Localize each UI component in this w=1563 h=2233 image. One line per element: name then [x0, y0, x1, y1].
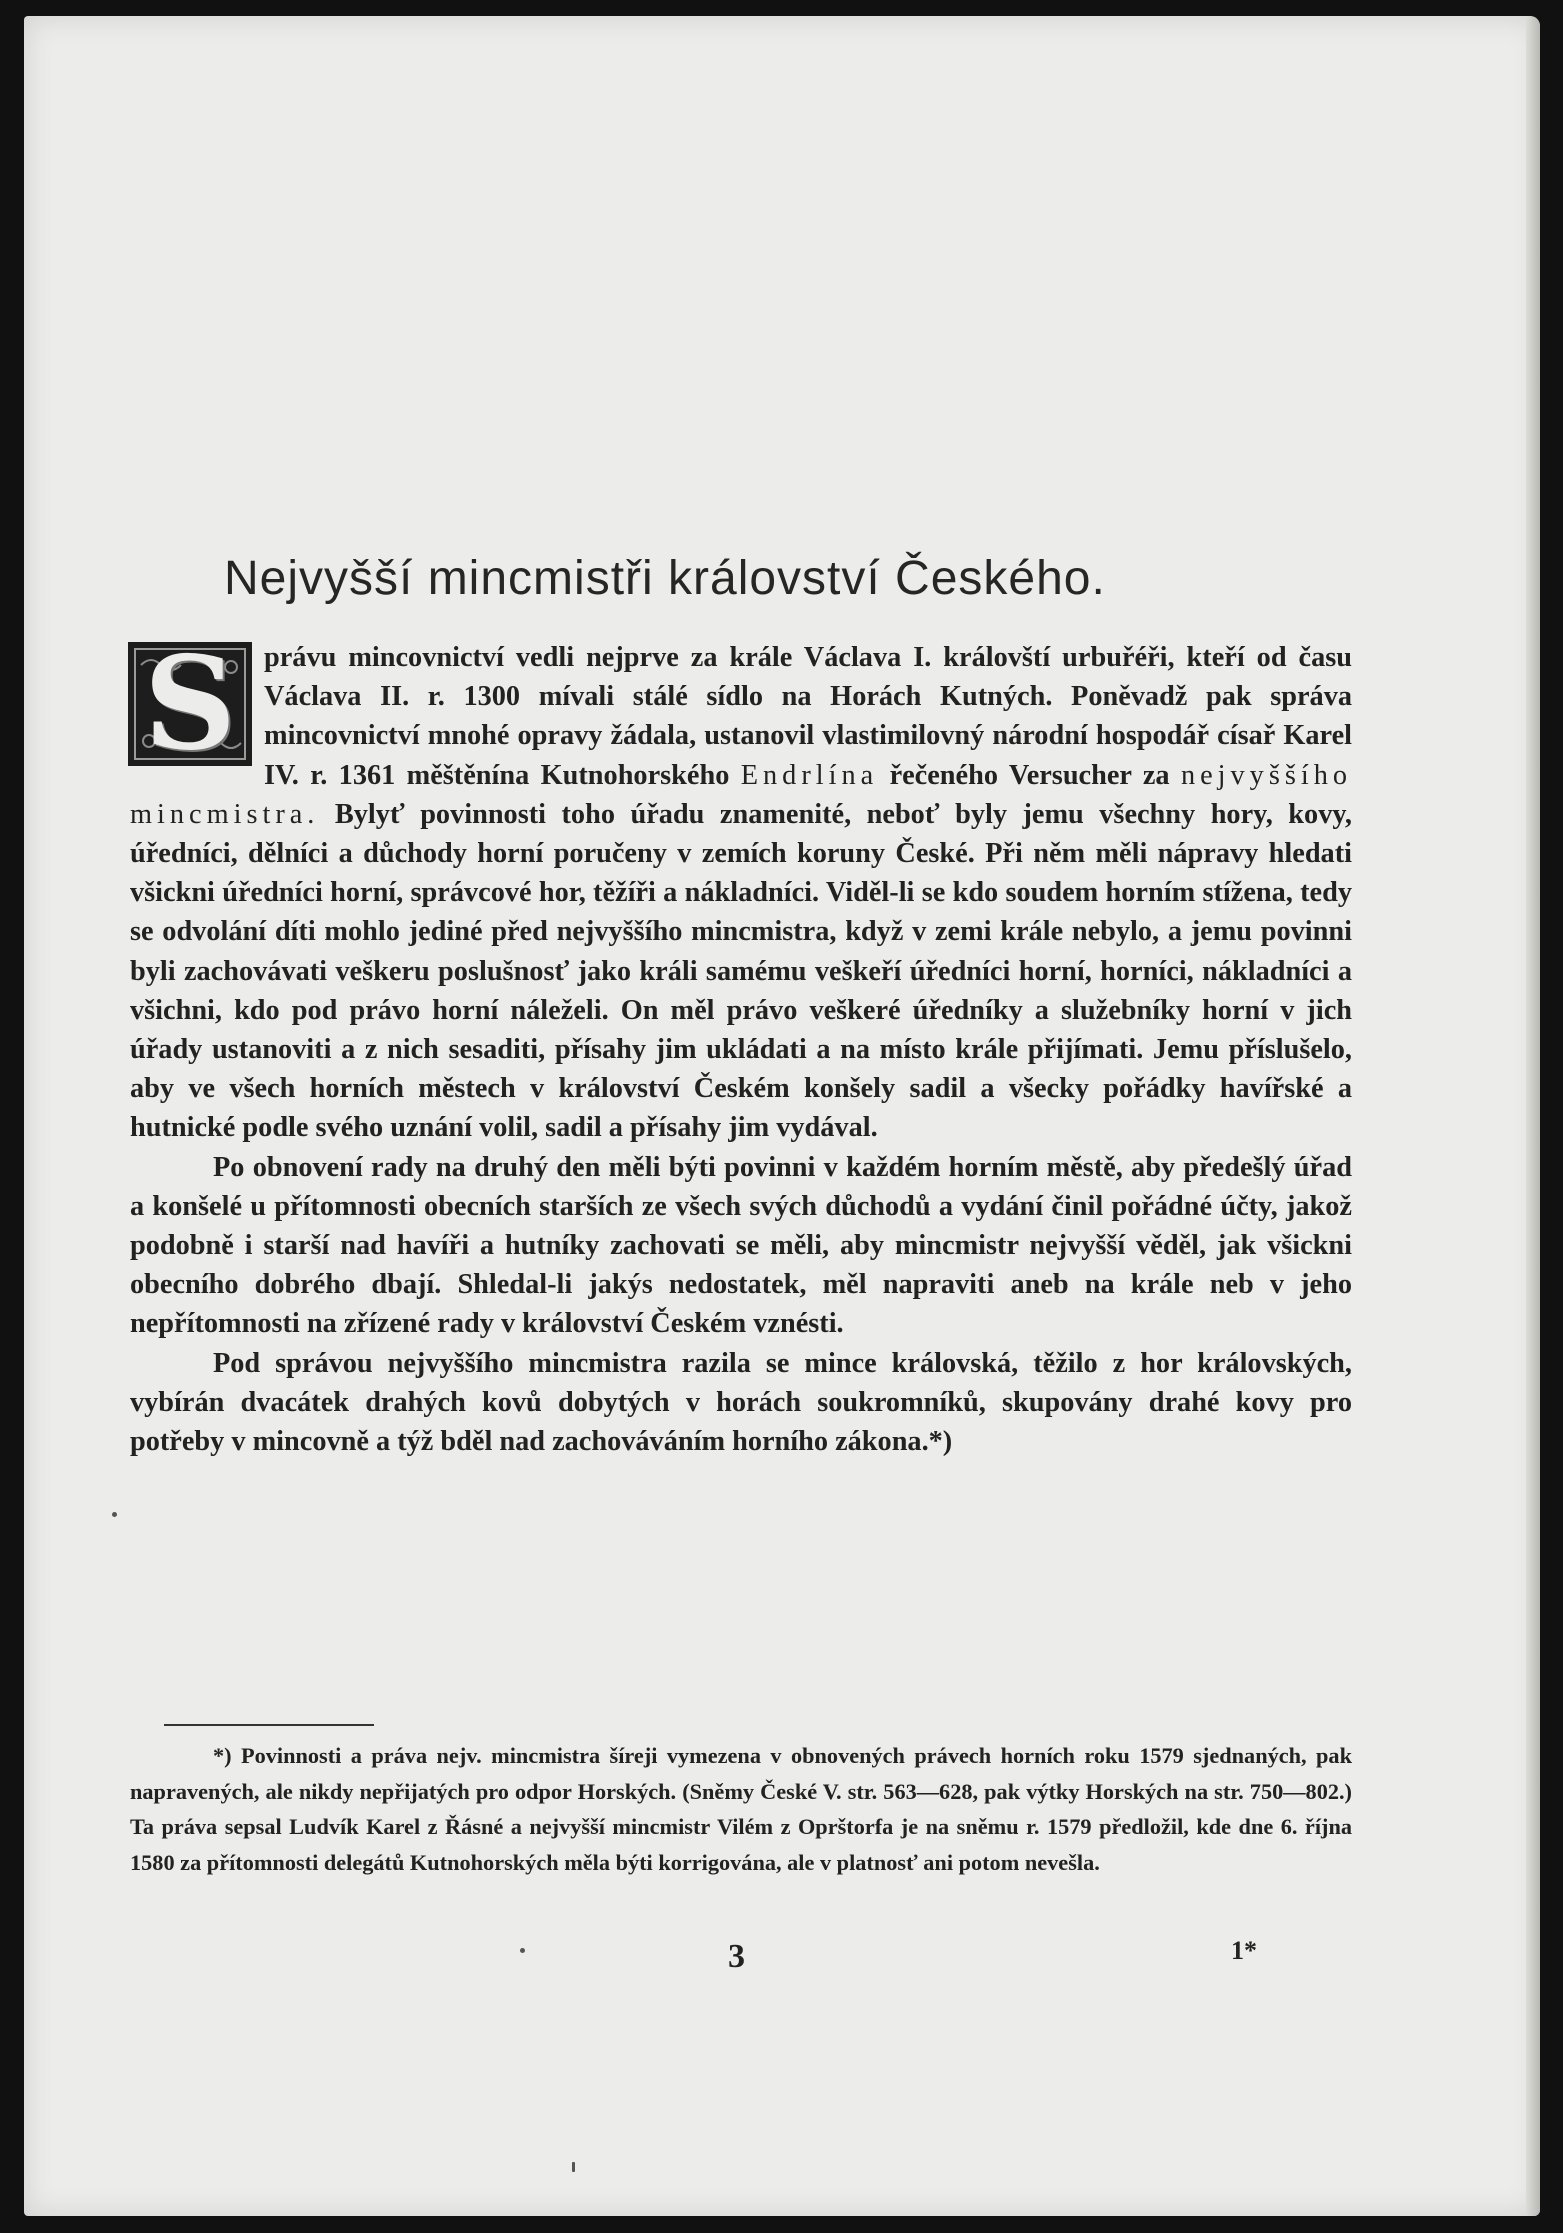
- paper-speck: [520, 1948, 525, 1953]
- paragraph-1-middle: řečeného Versucher za: [889, 759, 1170, 791]
- paper-speck: [112, 1512, 117, 1517]
- paragraph-1-rest: Bylyť povinnosti toho úřadu znamenité, neboť byly jemu všechny hory, kovy, úředníci, dělníci a důchody horní poručeny v zemích koruny České. Při něm měli nápravy hledati všickni úředníci horní, správcové hor, těžíři a nákladníci. Viděl-li se kdo soudem horním stížena, tedy se odvolání díti mohlo jediné před nejvyššího mincmistra, když v zemi krále nebylo, a jemu povinni byli zachovávati veškeru poslušnosť jako králi samému veškeří úředníci horní, horníci, nákladníci a všichni, kdo pod právo horní náleželi. On měl právo veškeré úředníky a služebníky horní v jich úřady ustanoviti a z nich sesaditi, přísahy jim ukládati a na místo krále přijímati. Jemu příslušelo, aby ve všech horních městech v království Českém konšely sadil a všecky pořádky havířské a hutnické podle svého uznání volil, sadil a přísahy jim vydával.: [130, 798, 1352, 1144]
- footnote-rule: [164, 1724, 374, 1726]
- footnote: *) Povinnosti a práva nejv. mincmistra šíreji vymezena v obnovených právech horních roku 1579 sjednaných, pak napravených, ale nikdy nepřijatých pro odpor Horských. (Sněmy České V. str. 563—628, pak výtky Horských na str. 750—802.) Ta práva sepsal Ludvík Karel z Řásné a nejvyšší mincmistr Vilém z Oprštorfa je na sněmu r. 1579 předložil, kde dne 6. října 1580 za přítomnosti delegátů Kutnohorských měla býti korrigována, ale v platnosť ani potom nevešla.: [130, 1743, 1352, 1875]
- spaced-name: Endrlína: [740, 759, 879, 791]
- page-number: 3: [728, 1938, 745, 1975]
- document-page: [24, 16, 1540, 2216]
- paper-speck: [572, 2162, 575, 2172]
- spaced-office: nejvyššího mincmistra.: [130, 759, 1353, 830]
- page-title: Nejvyšší mincmistři království Českého.: [224, 552, 1106, 605]
- paragraph-3: Pod správou nejvyššího mincmistra razila se mince královská, těžilo z hor královských, vybírán dvacátek drahých kovů dobytých v horách soukromníků, skupovány drahé kovy pro potřeby v mincovně a týž bděl nad zachováváním horního zákona.*): [130, 1347, 1352, 1458]
- paragraph-1-lead: právu mincovnictví vedli nejprve za krále Václava I. královští urbuřéři, kteří od času Václava II. r. 1300 mívali stálé sídlo na Horách Kutných. Poněvadž pak správa mincovnictví mnohé opravy žádala, ustanovil vlastimilovný národní hospodář císař Karel IV. r. 1361 měštěnína Kutnohorského: [264, 642, 1352, 791]
- body-text: [130, 629, 1353, 1461]
- ornamental-dropcap: [128, 629, 252, 779]
- dropcap-letter: S: [143, 629, 237, 779]
- signature-mark: 1*: [1231, 1936, 1257, 1965]
- paragraph-1: [130, 629, 1353, 1148]
- paragraph-2: Po obnovení rady na druhý den měli býti povinni v každém horním městě, aby předešlý úřad a konšelé u přítomnosti obecních starších ze všech svých důchodů a vydání činil pořádné účty, jakož podobně i starší nad havíři a hutníky zachovati se měli, aby mincmistr nejvyšší věděl, jak všickni obecního dobrého dbají. Shledal-li jakýs nedostatek, měl napraviti aneb na krále neb v jeho nepřítomnosti na zřízené rady v království Českém vznésti.: [130, 1151, 1352, 1340]
- page-edge: [1526, 16, 1540, 2216]
